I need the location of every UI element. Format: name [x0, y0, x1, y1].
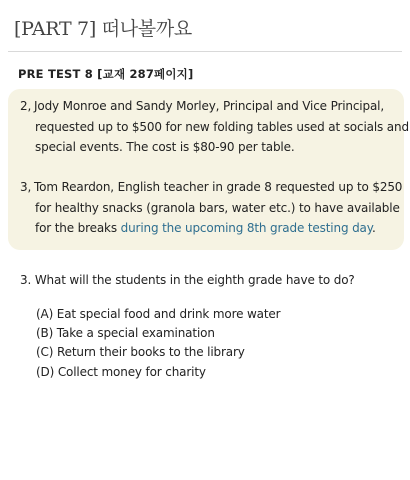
answer-options [36, 305, 280, 382]
question-text: 3. What will the students in the eighth grade have to do? [20, 273, 355, 287]
option-b[interactable]: (B) Take a special examination [36, 326, 215, 341]
info-item-line: Jody Monroe and Sandy Morley, Principal and Vice Principal, [34, 99, 385, 113]
page-title: [PART 7] 떠나볼까요 [14, 18, 192, 40]
info-item-2 [20, 96, 409, 158]
info-item-number: 2, [20, 99, 32, 113]
section-label: PRE TEST 8 [교재 287페이지] [18, 67, 194, 81]
info-item-line: for healthy snacks (granola bars, water etc.) to have available [35, 200, 400, 215]
option-d[interactable]: (D) Collect money for charity [36, 364, 206, 379]
info-box [8, 89, 409, 250]
info-item-line: Tom Reardon, English teacher in grade 8 requested up to $250 [34, 180, 403, 194]
info-item-text: . [372, 221, 376, 235]
title-divider [8, 51, 402, 52]
info-item-text: for the breaks [35, 221, 121, 235]
option-c[interactable]: (C) Return their books to the library [36, 345, 245, 360]
info-item-3 [20, 177, 403, 239]
highlighted-phrase: during the upcoming 8th grade testing day [120, 221, 372, 235]
info-item-number: 3, [20, 180, 32, 194]
option-a[interactable]: (A) Eat special food and drink more water [36, 307, 281, 321]
info-item-line: requested up to $500 for new folding tables used at socials and [35, 119, 409, 134]
info-item-line [20, 218, 398, 239]
info-item-line: special events. The cost is $80-90 per table. [35, 140, 295, 154]
